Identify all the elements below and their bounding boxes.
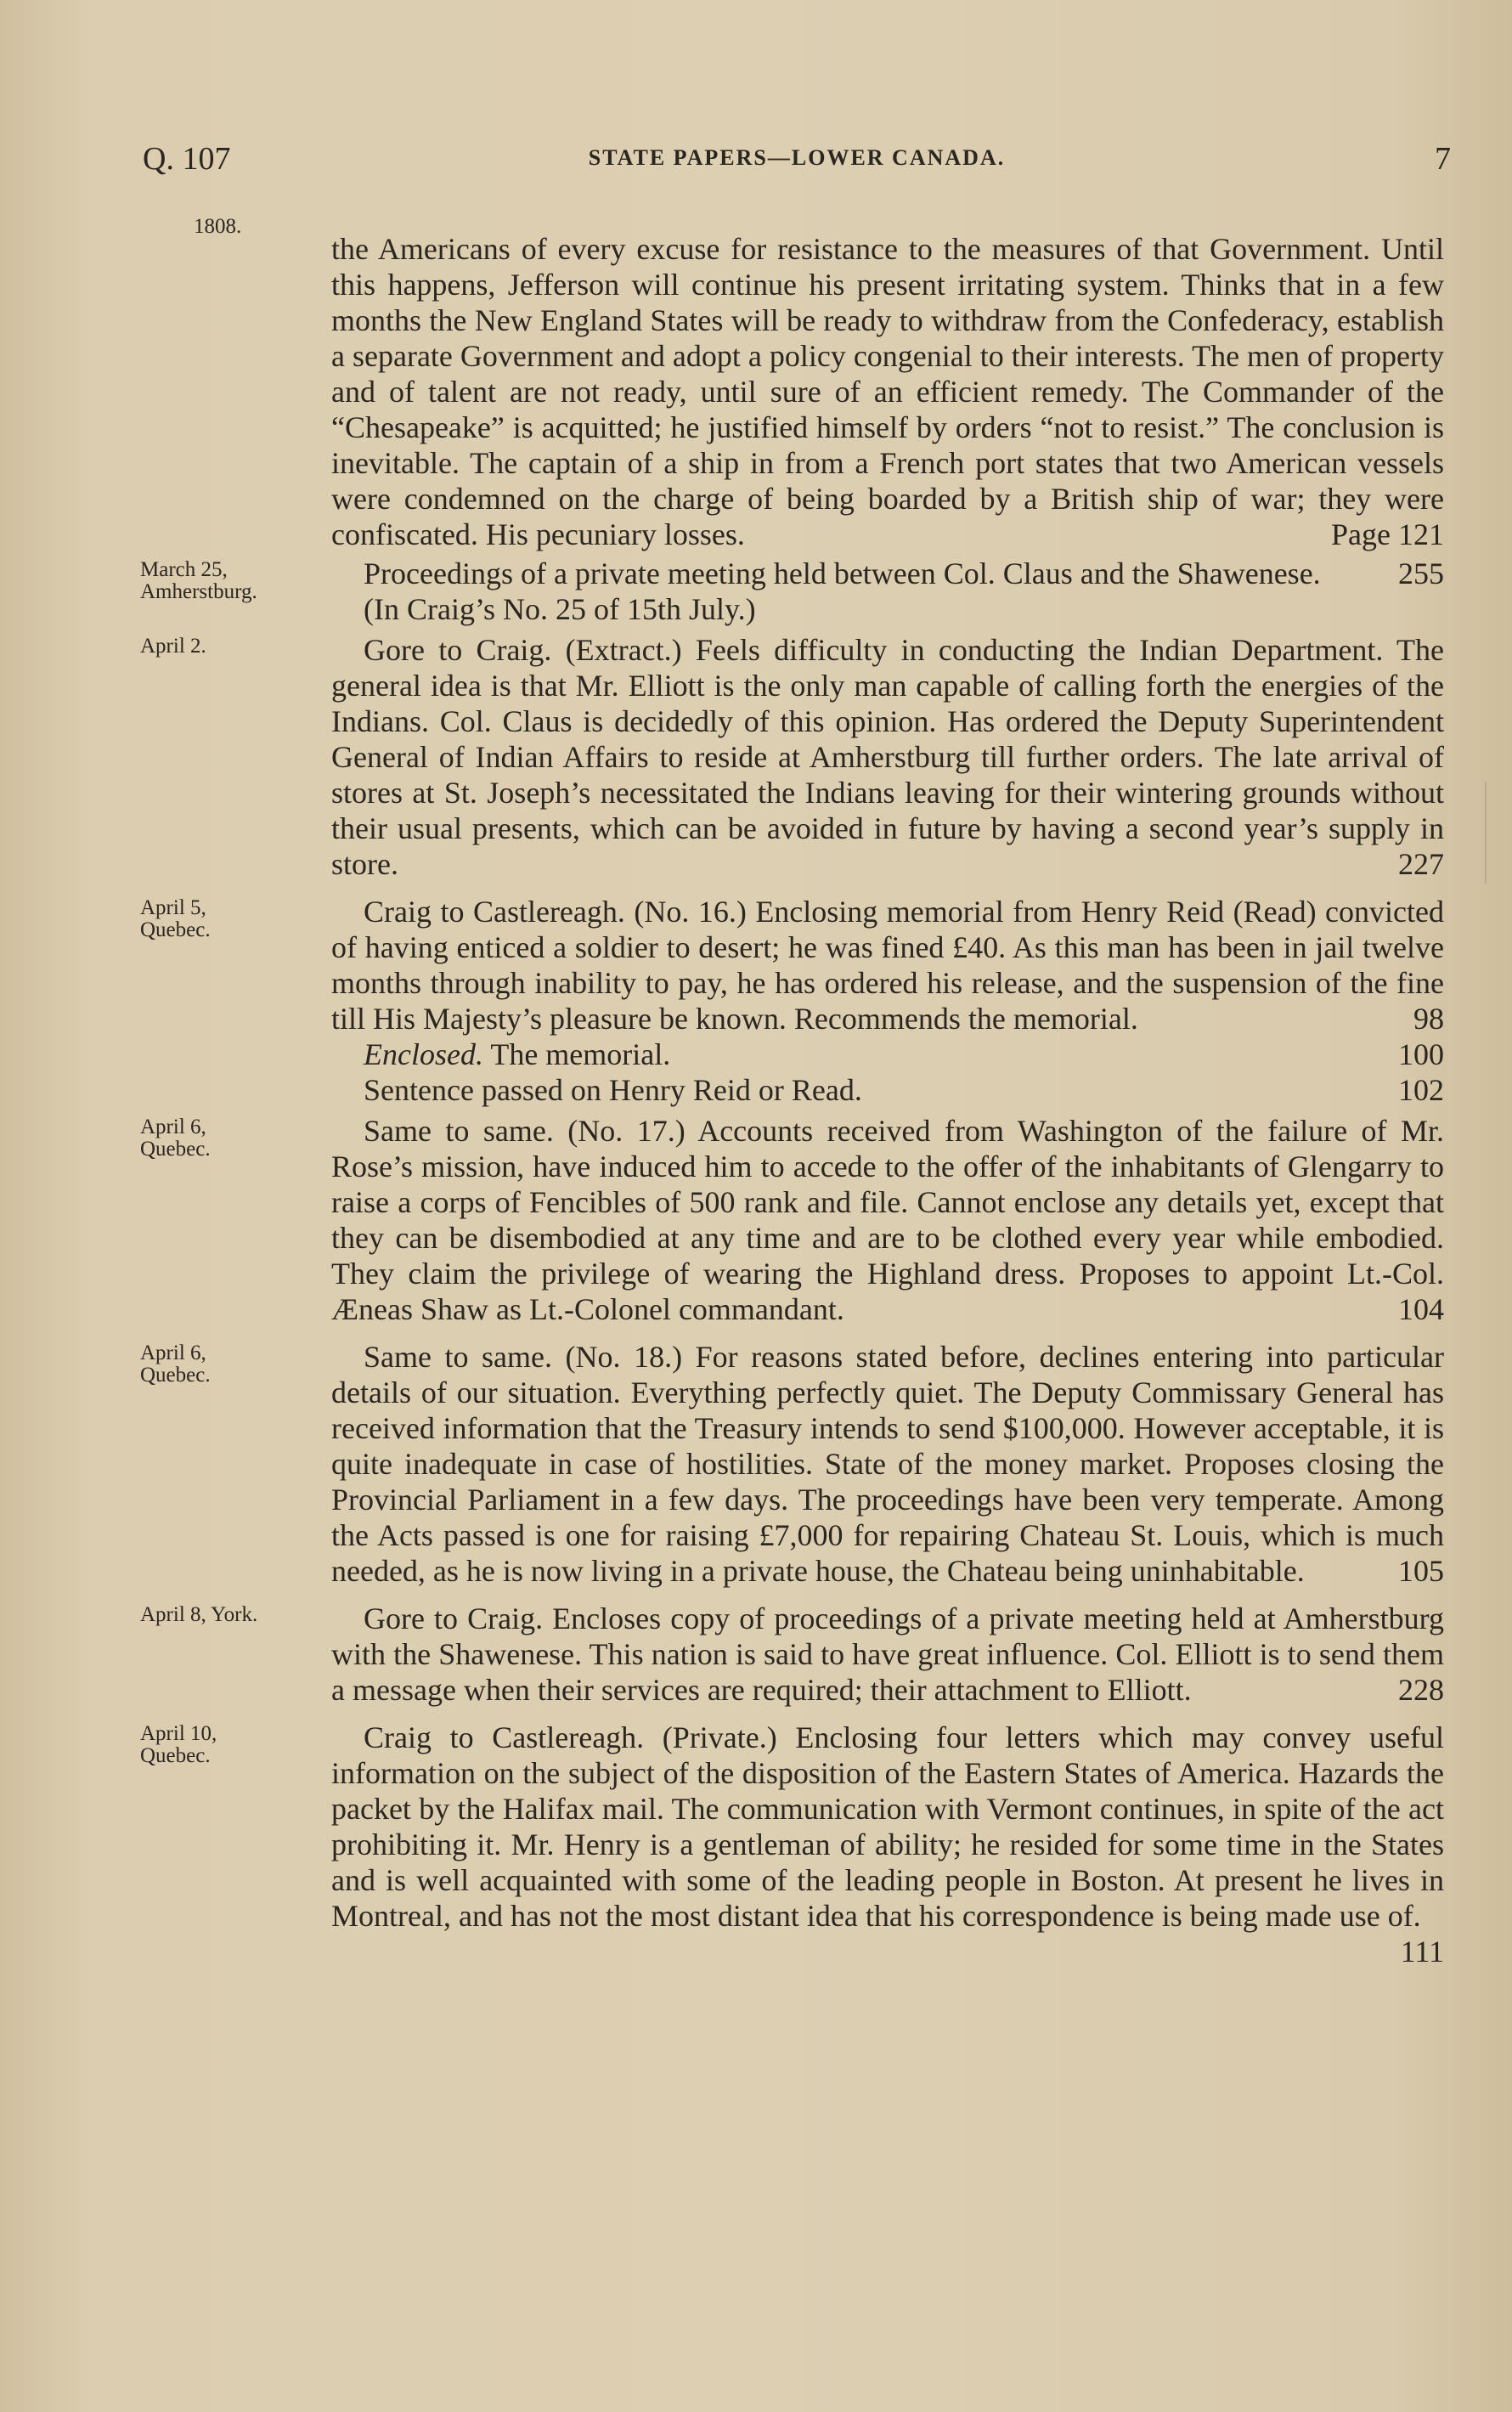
calendar-entry xyxy=(140,1113,1444,1327)
continued-entry xyxy=(331,231,1444,552)
page-reference: Page 121 xyxy=(1331,517,1444,551)
volume-reference: Q. 107 xyxy=(143,141,231,177)
entry-date: April 10, Quebec. xyxy=(140,1722,217,1767)
page-reference: 228 xyxy=(1398,1673,1444,1707)
page-reference: 227 xyxy=(1398,847,1444,881)
entry-text: Gore to Craig. (Extract.) Feels difficulty in conducting the Indian Department. The general idea is that Mr. Elliott is the only man capable of calling forth the energies of the Indians. Col. Claus is decidedly of this opinion. Has ordered the Deputy Superintendent General of Indian Affairs to reside at Amherstburg till further orders. The late arrival of stores at St. Joseph’s necessitated the Indians leaving for their wintering grounds without their usual presents, which can be avoided in future by having a second year’s supply in store. 227 xyxy=(331,633,1444,881)
calendar-entry xyxy=(140,1720,1444,1969)
calendar-entry xyxy=(140,894,1444,1108)
entry-date: April 6, Quebec. xyxy=(140,1342,211,1387)
entry-text: Proceedings of a private meeting held between Col. Claus and the Shawenese. 255 xyxy=(364,556,1444,590)
enclosure-line: Enclosed. The memorial. 100 xyxy=(364,1037,1444,1071)
calendar-entry xyxy=(140,1601,1444,1708)
enclosure-line: Sentence passed on Henry Reid or Read. 102 xyxy=(364,1073,1444,1107)
entry-date: April 6, Quebec. xyxy=(140,1116,211,1161)
page-reference: 111 xyxy=(1400,1935,1444,1969)
page-reference: 102 xyxy=(1398,1073,1444,1107)
entry-note: (In Craig’s No. 25 of 15th July.) xyxy=(364,592,756,626)
page-blemish xyxy=(1459,782,1487,884)
entry-text: Gore to Craig. Encloses copy of proceedings of a private meeting held at Amherstburg with the Shawenese. This nation is said to have great influence. Col. Elliott is to send them a message when their services are required; their attachment to Elliott. 228 xyxy=(331,1601,1444,1707)
page-reference: 255 xyxy=(1398,556,1444,590)
page-reference: 98 xyxy=(1413,1002,1444,1036)
entry-text: Craig to Castlereagh. (No. 16.) Enclosing memorial from Henry Reid (Read) convicted of having enticed a soldier to desert; he was fined £40. As this man has been in jail twelve months through inability to pay, he has ordered his release, and the suspension of the fine till His Majesty’s pleasure be known. Recommends the memorial. 98 xyxy=(331,895,1444,1036)
year-marginal: 1808. xyxy=(194,215,242,238)
entry-text: Same to same. (No. 17.) Accounts received from Washington of the failure of Mr. Rose’s mission, have induced him to accede to the offer of the inhabitants of Glengarry to raise a corps of Fencibles of 500 rank and file. Cannot enclose any details yet, except that they can be disembodied at any time and are to be clothed every year while embodied. They claim the privilege of wearing the Highland dress. Proposes to appoint Lt.-Col. Æneas Shaw as Lt.-Colonel commandant. 104 xyxy=(331,1114,1444,1326)
entry-text: the Americans of every excuse for resistance to the measures of that Government. Until this happens, Jefferson will continue his present irritating system. Thinks that in a few months the New England States will be ready to withdraw from the Confederacy, establish a separate Government and adopt a policy congenial to their interests. The men of property and of talent are not ready, until sure of an efficient remedy. The Commander of the “Chesapeake” is acquitted; he justified himself by orders “not to resist.” The conclusion is inevitable. The captain of a ship in from a French port states that two American vessels were condemned on the charge of being boarded by a British ship of war; they were confiscated. His pecuniary losses. Page 121 xyxy=(331,232,1444,551)
entry-date: April 5, Quebec. xyxy=(140,896,211,941)
page-header xyxy=(143,140,1451,183)
page-reference: 105 xyxy=(1398,1554,1444,1588)
page-reference: 100 xyxy=(1398,1037,1444,1071)
entry-text: Same to same. (No. 18.) For reasons stated before, declines entering into particular details of our situation. Everything perfectly quiet. The Deputy Commissary General has received information that the Treasury intends to send $100,000. However acceptable, it is quite inadequate in case of hostilities. State of the money market. Proposes closing the Provincial Parliament in a few days. The proceedings have been very temperate. Among the Acts passed is one for raising £7,000 for repairing Chateau St. Louis, which is much needed, as he is now living in a private house, the Chateau being uninhabitable. 105 xyxy=(331,1340,1444,1588)
calendar-entry xyxy=(140,632,1444,882)
calendar-entry xyxy=(140,1339,1444,1589)
entry-text: Craig to Castlereagh. (Private.) Enclosing four letters which may convey useful information on the subject of the disposition of the Eastern States of America. Hazards the packet by the Halifax mail. The communication with Vermont continues, in spite of the act prohibiting it. Mr. Henry is a gentleman of ability; he resided for some time in the States and is well acquainted with some of the leading people in Boston. At present he lives in Montreal, and has not the most distant idea that his correspondence is being made use of. 111 xyxy=(331,1720,1444,1969)
entry-date: April 2. xyxy=(140,635,206,658)
running-title: STATE PAPERS—LOWER CANADA. xyxy=(588,145,1006,170)
page-reference: 104 xyxy=(1398,1292,1444,1326)
calendar-entry xyxy=(140,556,1444,627)
calendar-entries xyxy=(140,231,1444,1969)
entry-date: April 8, York. xyxy=(140,1603,258,1626)
entry-date: March 25, Amherstburg. xyxy=(140,558,257,603)
page-number: 7 xyxy=(1435,141,1451,177)
